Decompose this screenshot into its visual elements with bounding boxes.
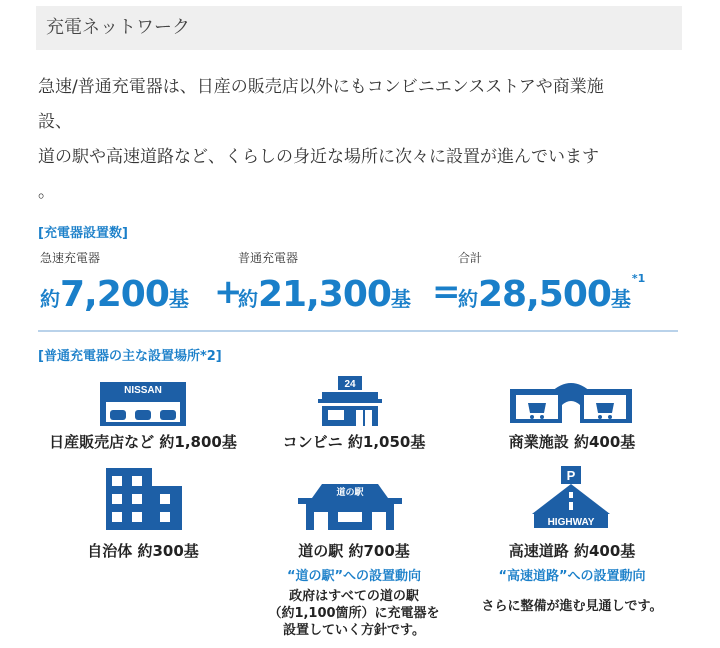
footnote-marker: *1 [631,272,646,285]
total-charger-count [458,274,645,315]
total-charger-value: 28,500 [478,274,611,315]
normal-charger-count [238,274,411,315]
note-line: 設置していく方針です。 [283,623,425,638]
divider [38,330,678,332]
note-line: さらに整備が進む見通しです。 [481,599,663,614]
roadside-station-icon [298,484,402,530]
unit-suffix: 基 [610,287,631,311]
location-label-convenience: コンビニ 約1,050基 [282,433,426,451]
roadside-station-sign-text: 道の駅 [336,488,364,498]
intro-line: 。 [38,182,55,202]
intro-text [38,70,688,210]
plus-sign: + [214,272,243,312]
intro-line: 道の駅や高速道路など、くらしの身近な場所に次々に設置が進んでいます [38,147,599,167]
locations-title: [普通充電器の主な設置場所*2] [38,349,222,364]
approx-prefix: 約 [40,287,60,311]
convenience-store-icon [318,376,382,426]
note-line: 政府はすべての道の駅 [289,589,419,604]
equals-sign: = [432,272,461,312]
quick-charger-caption: 急速充電器 [40,251,101,265]
location-label-municipality: 自治体 約300基 [87,542,199,560]
charger-count-title: [充電器設置数] [38,226,128,241]
quick-charger-count [40,274,189,315]
highway-note [462,598,682,615]
unit-suffix: 基 [168,287,189,311]
nissan-sign-text: NISSAN [124,385,162,396]
highway-trend-title: “高速道路”への設置動向 [498,569,646,584]
highway-sign-text: HIGHWAY [547,517,595,528]
municipality-building-icon [106,468,182,530]
parking-sign-text: P [566,468,576,483]
location-label-highway: 高速道路 約400基 [508,542,636,560]
location-label-shopping: 商業施設 約400基 [508,433,636,451]
roadside-station-trend-title: “道の駅”への設置動向 [286,569,422,584]
approx-prefix: 約 [238,287,258,311]
approx-prefix: 約 [458,287,478,311]
section-header: 充電ネットワーク [36,6,682,50]
normal-charger-caption: 普通充電器 [238,251,299,265]
highway-icon [532,466,610,530]
normal-charger-value: 21,300 [258,274,391,315]
intro-line: 急速/普通充電器は、日産の販売店以外にもコンビニエンスストアや商業施 [38,77,604,97]
unit-suffix: 基 [390,287,411,311]
roadside-station-note [244,588,464,639]
shopping-facility-icon [510,375,632,425]
intro-line: 設、 [38,112,72,132]
charger-stats [38,274,688,324]
store-24-text: 24 [344,379,356,390]
location-label-roadside-station: 道の駅 約700基 [298,542,410,560]
nissan-dealer-icon [100,382,186,426]
note-line: （約1,100箇所）に充電器を [268,606,440,621]
total-caption: 合計 [458,251,483,265]
location-label-dealer: 日産販売店など 約1,800基 [49,433,237,451]
quick-charger-value: 7,200 [60,274,169,315]
